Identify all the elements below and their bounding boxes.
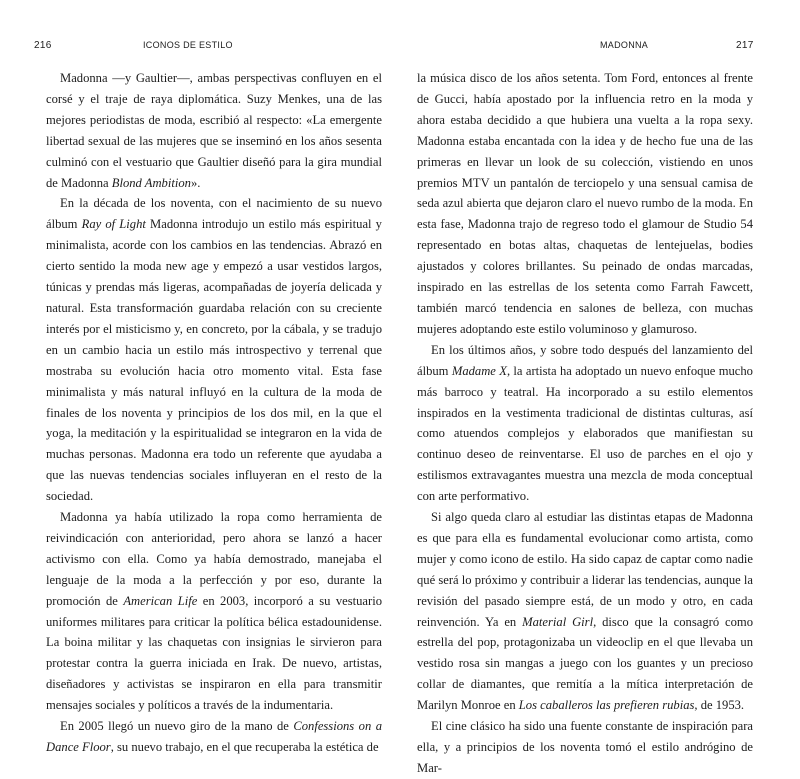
paragraph [46, 507, 382, 716]
text-run: Si algo queda claro al estudiar las distintas etapas de Madonna es que para ella es fundamental evolucionar como artista, como mujer y como icono de estilo. Ha sido capaz de captar como nadie qué será lo próximo y contribuir a liderar las tendencias, aunque la revisión del pasado siempre está, de un modo y otro, en cada reinvención. Ya en [417, 510, 753, 629]
paragraph [46, 716, 382, 758]
paragraph [417, 340, 753, 507]
italic-title: Ray of Light [81, 217, 146, 232]
text-run: Madonna —y Gaultier—, ambas perspectivas confluyen en el corsé y el traje de raya diplomática. Suzy Menkes, una de las mejores periodistas de moda, escribió al respecto: «La emergente libertad sexual de las mujeres que se inseminó en los años sesenta culminó con el vestuario que Gaultier diseñó para la gira mundial de Madonna [46, 71, 382, 190]
paragraph [417, 507, 753, 716]
text-run: la música disco de los años setenta. Tom Ford, entonces al frente de Gucci, había apostado por la influencia retro en la moda y ahora estaba decidido a que hubiera una vuelta a la ropa sexy. Madonna estaba encantada con la idea y de hecho fue una de las primeras en llevar un look de su colección, vistiendo en unos premios MTV un pantalón de terciopelo y una sensual camisa de seda azul abierta que dejaron claro el nuevo rumbo de la moda. En esta fase, Madonna trajo de regreso todo el glamour de Studio 54 representado en botas altas, chaquetas de lentejuelas, bodies ajustados y colores brillantes. Su peinado de ondas marcadas, inspirado en las estrellas de los setenta como Farrah Fawcett, también marcó tendencia en salones de belleza, con muchas mujeres adoptando este estilo voluminoso y glamuroso. [417, 71, 753, 336]
paragraph [46, 68, 382, 193]
page-number: 217 [736, 40, 754, 51]
text-run: Madonna ya había utilizado la ropa como herramienta de reivindicación con anterioridad, pero ahora se lanzó a hacer activismo con ella. Como ya había demostrado, manejaba el lenguaje de la moda a la perfección y por eso, durante la promoción de [46, 510, 382, 608]
italic-title: Madame X [451, 363, 507, 378]
italic-title: American Life [123, 593, 198, 608]
italic-title: Blond Ambition [111, 175, 191, 190]
text-run: en 2003, incorporó a su vestuario uniformes militares para criticar la política bélica estadounidense. La boina militar y las chaquetas con insignias le sirvieron para protestar contra la guerra iniciada en Irak. De nuevo, artistas, diseñadores y activistas se inspiraron en ella para transmitir mensajes sociales y políticos a través de la indumentaria. [46, 593, 382, 713]
text-run: En los últimos años, y sobre todo después del lanzamiento del álbum [417, 342, 753, 378]
text-run: El cine clásico ha sido una fuente constante de inspiración para ella, y a principios de los noventa tomó el estilo andrógino de Mar- [417, 719, 753, 775]
text-run: , disco que la consagró como estrella del pop, protagonizaba un videoclip en el que llevaba un vestido rosa sin mangas a juego con los guantes y un precioso collar de diamantes, que remitía a la mítica interpretación de Marilyn Monroe en [417, 614, 754, 713]
text-run: ». [190, 175, 201, 190]
italic-title: Confessions on a Dance Floor [46, 719, 382, 754]
italic-title: Los caballeros las prefieren rubias [518, 698, 695, 713]
text-run: , su nuevo trabajo, en el que recuperaba la estética de [110, 740, 379, 754]
paragraph [46, 193, 382, 507]
body-text [46, 68, 382, 758]
italic-title: Material Girl [522, 614, 594, 629]
paragraph [417, 716, 753, 779]
page-number: 216 [34, 40, 52, 51]
text-run: En 2005 llegó un nuevo giro de la mano de [60, 719, 294, 734]
running-head: MADONNA [600, 40, 649, 50]
paragraph [417, 68, 753, 340]
text-run: , la artista ha adoptado un nuevo enfoque mucho más barroco y teatral. Ha incorporado a su estilo elementos inspirados en la vestimenta tradicional de distintas culturas, así como atuendos complejos y elaborados que manifiestan su continuo deseo de reinventarse. El uso de parches en el ojo y estilismos extravagantes muestra una mezcla de moda conceptual con arte performativo. [417, 363, 753, 504]
text-run: , de 1953. [694, 698, 745, 713]
text-run: Madonna introdujo un estilo más espiritual y minimalista, acorde con los cambios en las tendencias. Abrazó en cierto sentido la moda new age y empezó a usar vestidos largos, túnicas y prendas más ligeras, acompañadas de joyería delicada y natural. Esta transformación guardaba relación con su creciente interés por el misticismo y, en concreto, por la cábala, y se tradujo en un cambio hacia un estilo más introspectivo y terrenal que mostraba su evolución hacia otro momento vital. Esta fase minimalista y más natural influyó en la cultura de la moda de finales de los noventa y principios de los dos mil, en la que el yoga, la meditación y la espiritualidad se integraron en la vida de muchas personas. Madonna era todo un referente que ayudaba a que las nuevas tendencias sociales influyeran en el resto de la sociedad. [46, 217, 382, 504]
text-run: En la década de los noventa, con el nacimiento de su nuevo álbum [46, 196, 382, 232]
right-page [400, 0, 800, 775]
left-page [0, 0, 400, 754]
running-head: ICONOS DE ESTILO [143, 40, 233, 50]
body-text [417, 68, 753, 779]
